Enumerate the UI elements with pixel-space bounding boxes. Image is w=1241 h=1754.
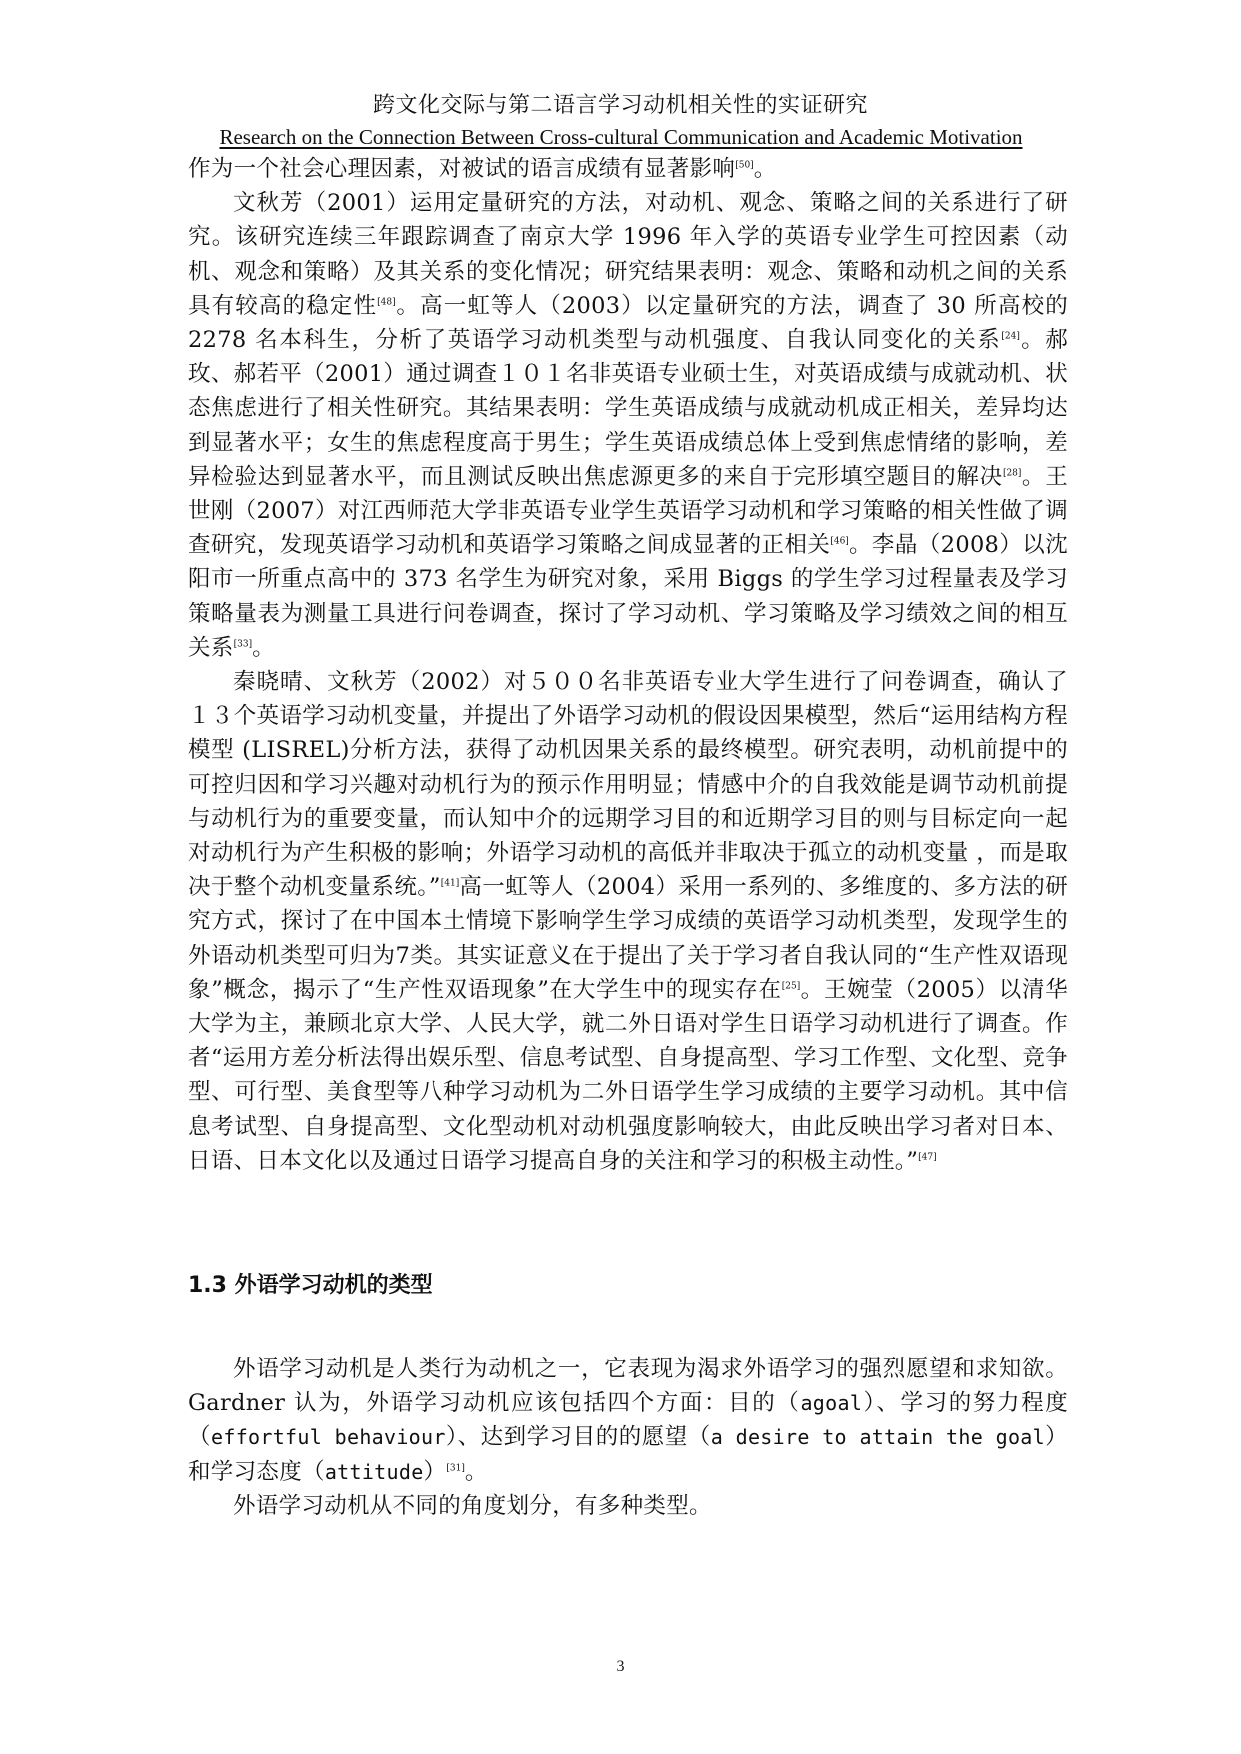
text-run: 。 — [464, 1458, 488, 1485]
text-run: 外语学习动机是人类行为动机之一，它表现为渴求外语学习的强烈愿望和求知欲。Gardner 认为，外语学习动机应该包括四个方面：目的（ — [188, 1356, 1068, 1417]
text-run: 文秋芳（2001）运用定量研究的方法，对动机、观念、策略之间的关系进行了研究。该研究连续三年跟踪调查了南京大学 1996 年入学的英语专业学生可控因素（动机、观念和策略）及其关系的变化情况；研究结果表明：观念、策略和动机之间的关系具有较高的稳定性 — [188, 190, 1068, 319]
paragraph-continued — [188, 152, 1068, 186]
citation: [24] — [1001, 331, 1020, 342]
text-run: 高一虹等人（2004）采用一系列的、多维度的、多方法的研究方式，探讨了在中国本土情境下影响学生学习成绩的英语学习动机类型，发现学生的外语动机类型可归为7类。其实证意义在于提出了关于学习者自我认同的“生产性双语现象”概念，揭示了“生产性双语现象”在大学生中的现实存在 — [188, 874, 1068, 1003]
text-run: ）、达到学习目的的愿望（ — [445, 1424, 711, 1451]
english-term: attitude — [324, 1459, 424, 1484]
citation: [50] — [735, 160, 754, 171]
text-run: 。李晶（2008）以沈阳市一所重点高中的 373 名学生为研究对象，采用 Biggs 的学生学习过程量表及学习策略量表为测量工具进行问卷调查，探讨了学习动机、学习策略及学习绩效之间的相互关系 — [188, 532, 1068, 661]
english-term: a desire to attain the goal — [710, 1425, 1045, 1450]
paragraph — [188, 665, 1068, 1178]
citation: [48] — [377, 297, 396, 308]
citation: [25] — [781, 981, 801, 992]
section-body — [188, 1352, 1068, 1523]
citation: [47] — [918, 1152, 937, 1163]
english-term: effortful behaviour — [211, 1425, 446, 1450]
paragraph — [188, 186, 1068, 665]
text-run: 。郝玫、郝若平（2001）通过调查１０１名非英语专业硕士生，对英语成绩与成就动机、状态焦虑进行了相关性研究。其结果表明：学生英语成绩与成就动机成正相关，差异均达到显著水平；女生的焦虑程度高于男生；学生英语成绩总体上受到焦虑情绪的影响，差异检验达到显著水平，而且测试反映出焦虑源更多的来自于完形填空题目的解决 — [188, 327, 1068, 490]
section-heading: 1.3 外语学习动机的类型 — [188, 1273, 433, 1298]
text-run: 作为一个社会心理因素，对被试的语言成绩有显著影响 — [188, 156, 736, 182]
text-run: ）、学习的努力程度（ — [188, 1390, 1069, 1451]
citation: [41] — [440, 878, 460, 889]
running-header-subtitle: Research on the Connection Between Cross-cultural Communication and Academic Motivation — [219, 125, 1023, 149]
text-run: 。 — [753, 156, 777, 182]
paragraph — [188, 1489, 1068, 1523]
english-term: agoal — [800, 1391, 863, 1416]
text-run: 秦晓晴、文秋芳（2002）对５００名非英语专业大学生进行了问卷调查，确认了 １３个英语学习动机变量，并提出了外语学习动机的假设因果模型，然后“运用结构方程模型 (LISREL)分析方法，获得了动机因果关系的最终模型。研究表明，动机前提中的可控归因和学习兴趣对动机行为的预示作用明显；情感中介的自我效能是调节动机前提与动机行为的重要变量，而认知中介的远期学习目的和近期学习目的则与目标定向一起对动机行为产生积极的影响；外语学习动机的高低并非取决于孤立的动机变量 ，而是取决于整个动机变量系统。” — [188, 669, 1068, 901]
citation: [33] — [233, 639, 253, 650]
text-run: 。 — [252, 634, 275, 661]
text-run: 。王婉莹（2005）以清华大学为主，兼顾北京大学、人民大学，就二外日语对学生日语学习动机进行了调查。作者“运用方差分析法得出娱乐型、信息考试型、自身提高型、学习工作型、文化型、竞争型、可行型、美食型等八种学习动机为二外日语学生学习成绩的主要学习动机。其中信息考试型、自身提高型、文化型动机对动机强度影响较大，由此反映出学习者对日本、日语、日本文化以及通过日语学习提高自身的关注和学习的积极主动性。” — [188, 976, 1068, 1174]
citation: [28] — [1002, 468, 1022, 479]
body-text — [188, 152, 1068, 1178]
paragraph — [188, 1352, 1068, 1489]
text-run: 外语学习动机从不同的角度划分，有多种类型。 — [233, 1492, 712, 1519]
citation: [46] — [830, 536, 849, 547]
text-run: ） — [423, 1458, 447, 1485]
text-run: 。高一虹等人（2003）以定量研究的方法，调查了 30 所高校的 2278 名本科生，分析了英语学习动机类型与动机强度、自我认同变化的关系 — [188, 292, 1069, 354]
citation: [31] — [446, 1463, 465, 1474]
running-header-title: 跨文化交际与第二语言学习动机相关性的实证研究 — [372, 93, 868, 118]
page-number: 3 — [616, 1658, 625, 1675]
text-run: 。王世刚（2007）对江西师范大学非英语专业学生英语学习动机和学习策略的相关性做了调查研究，发现英语学习动机和英语学习策略之间成显著的正相关 — [188, 463, 1068, 559]
text-run: ）和学习态度（ — [188, 1424, 1068, 1485]
